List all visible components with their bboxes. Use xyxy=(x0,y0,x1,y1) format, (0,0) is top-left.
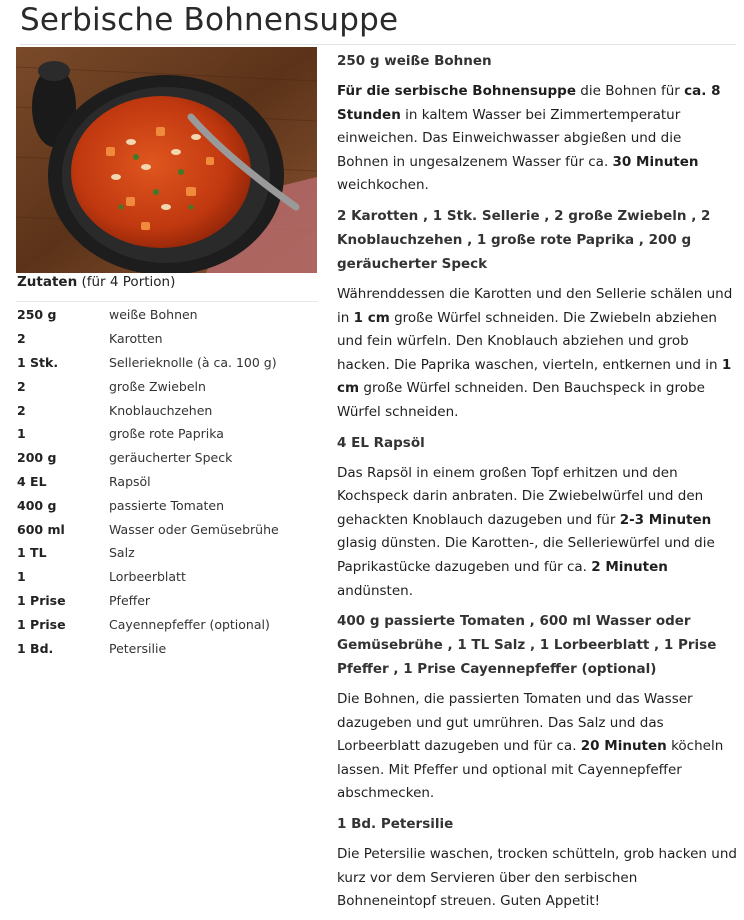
ingredient-amount: 1 Prise xyxy=(17,592,66,608)
ingredient-amount: 2 xyxy=(17,402,26,418)
ingredients-heading-label: Zutaten xyxy=(17,274,78,290)
ingredient-amount: 1 xyxy=(17,426,26,442)
step-text-segment: Das Rapsöl in einem großen Topf erhitzen und den Kochspeck darin anbraten. Die Zwiebelwürfel und den gehackten Knoblauch dazugeben und für xyxy=(337,464,704,528)
preparation-steps xyxy=(337,49,737,920)
ingredient-amount: 1 Bd. xyxy=(17,640,54,656)
step-ingredients: 2 Karotten , 1 Stk. Sellerie , 2 große Zwiebeln , 2 Knoblauchzehen , 1 große rote Paprika , 200 g geräucherter Speck xyxy=(337,207,711,272)
ingredient-name: Karotten xyxy=(109,331,163,347)
ingredients-divider xyxy=(16,301,318,302)
step-ingredients: 250 g weiße Bohnen xyxy=(337,53,492,69)
step-ingredients: 1 Bd. Petersilie xyxy=(337,816,454,833)
ingredient-row xyxy=(17,636,317,660)
step-text-highlight: Für die serbische Bohnensuppe xyxy=(337,83,576,99)
ingredient-amount: 600 ml xyxy=(17,521,65,537)
ingredient-amount: 4 EL xyxy=(17,473,47,489)
recipe-photo xyxy=(16,47,317,273)
step-text-highlight: 30 Minuten xyxy=(612,153,699,170)
step xyxy=(337,812,737,914)
step-text-highlight: 2-3 Minuten xyxy=(619,511,712,528)
step-text xyxy=(337,843,737,914)
ingredient-row xyxy=(17,541,317,565)
ingredient-name: Knoblauchzehen xyxy=(109,402,213,418)
ingredient-row xyxy=(17,565,317,589)
page-title: Serbische Bohnensuppe xyxy=(20,2,399,38)
ingredient-amount: 1 TL xyxy=(17,545,47,561)
ingredient-row xyxy=(17,374,317,398)
step-text-highlight: 1 cm xyxy=(353,309,390,326)
step-text-segment: köcheln lassen. Mit Pfeffer und optional mit Cayennepfeffer abschmecken. xyxy=(337,738,724,802)
ingredient-amount: 400 g xyxy=(17,497,57,513)
ingredient-name: große Zwiebeln xyxy=(109,378,206,394)
ingredient-row xyxy=(17,327,317,351)
ingredient-row xyxy=(17,493,317,517)
ingredient-row xyxy=(17,398,317,422)
step-text xyxy=(337,283,737,425)
ingredient-name: Wasser oder Gemüsebrühe xyxy=(109,521,279,537)
step-text-segment: glasig dünsten. Die Karotten-, die Selleriewürfel und die Paprikastücke dazugeben und für ca. xyxy=(337,535,715,575)
step-text-segment: große Würfel schneiden. Den Bauchspeck in grobe Würfel schneiden. xyxy=(337,380,705,420)
step-text-highlight: ca. 8 Stunden xyxy=(337,83,721,123)
step xyxy=(337,204,737,425)
step-text-segment: Währenddessen die Karotten und den Sellerie schälen und in xyxy=(337,285,733,326)
ingredient-amount: 200 g xyxy=(17,450,57,466)
ingredients-servings: (für 4 Portion) xyxy=(77,274,176,290)
ingredient-name: große rote Paprika xyxy=(109,426,224,442)
step-ingredients: 400 g passierte Tomaten , 600 ml Wasser oder Gemüsebrühe , 1 TL Salz , 1 Lorbeerblatt , 1 Prise Pfeffer , 1 Prise Cayennepfeffer (optional) xyxy=(337,613,717,678)
step-text-segment: Die Bohnen, die passierten Tomaten und das Wasser dazugeben und gut umrühren. Das Salz und das Lorbeerblatt dazugeben und für ca. xyxy=(337,691,693,755)
step xyxy=(337,609,737,806)
step-text-highlight: 2 Minuten xyxy=(591,558,668,575)
step-text xyxy=(337,80,737,198)
step-text-segment: andünsten. xyxy=(337,582,413,599)
ingredient-row xyxy=(17,589,317,613)
ingredient-name: passierte Tomaten xyxy=(109,497,224,513)
ingredient-amount: 1 xyxy=(17,569,26,585)
ingredient-row xyxy=(17,517,317,541)
step-text-segment: die Bohnen für xyxy=(576,83,685,99)
step-text-highlight: 1 cm xyxy=(337,356,732,397)
ingredient-amount: 2 xyxy=(17,331,26,347)
ingredient-row xyxy=(17,612,317,636)
ingredient-name: Petersilie xyxy=(109,640,167,656)
ingredient-name: weiße Bohnen xyxy=(109,307,198,323)
ingredient-amount: 250 g xyxy=(17,307,57,323)
step-text-segment: in kaltem Wasser bei Zimmertemperatur einweichen. Das Einweichwasser abgießen und die Bohnen in ungesalzenem Wasser für ca. xyxy=(337,106,682,170)
ingredient-name: Rapsöl xyxy=(109,473,151,489)
title-divider xyxy=(20,44,736,45)
step xyxy=(337,49,737,198)
step-text xyxy=(337,462,737,604)
ingredient-name: Cayennepfeffer (optional) xyxy=(109,616,270,632)
ingredient-amount: 1 Stk. xyxy=(17,354,59,370)
step-ingredients: 4 EL Rapsöl xyxy=(337,434,425,451)
ingredients-heading xyxy=(17,274,175,290)
step xyxy=(337,431,737,604)
step-text xyxy=(337,688,737,806)
ingredient-row xyxy=(17,446,317,470)
ingredients-table xyxy=(17,303,317,660)
ingredient-row xyxy=(17,351,317,375)
ingredient-name: Sellerieknolle (à ca. 100 g) xyxy=(109,354,277,370)
ingredient-name: Lorbeerblatt xyxy=(109,569,186,585)
step-text-segment: weichkochen. xyxy=(337,177,429,194)
ingredient-row xyxy=(17,422,317,446)
ingredient-name: Pfeffer xyxy=(109,592,151,608)
ingredient-row xyxy=(17,470,317,494)
step-text-segment: große Würfel schneiden. Die Zwiebeln abziehen und fein würfeln. Den Knoblauch abziehen und grob hacken. Die Paprika waschen, vierteln, entkernen und in xyxy=(337,309,722,373)
ingredient-name: geräucherter Speck xyxy=(109,450,233,466)
step-text-highlight: 20 Minuten xyxy=(580,738,667,755)
ingredient-amount: 2 xyxy=(17,378,26,394)
ingredient-row xyxy=(17,303,317,327)
step-text-segment: Die Petersilie waschen, trocken schütteln, grob hacken und kurz vor dem Servieren über den serbischen Bohneneintopf streuen. Guten Appetit! xyxy=(337,846,737,910)
ingredient-amount: 1 Prise xyxy=(17,616,66,632)
ingredient-name: Salz xyxy=(109,545,135,561)
